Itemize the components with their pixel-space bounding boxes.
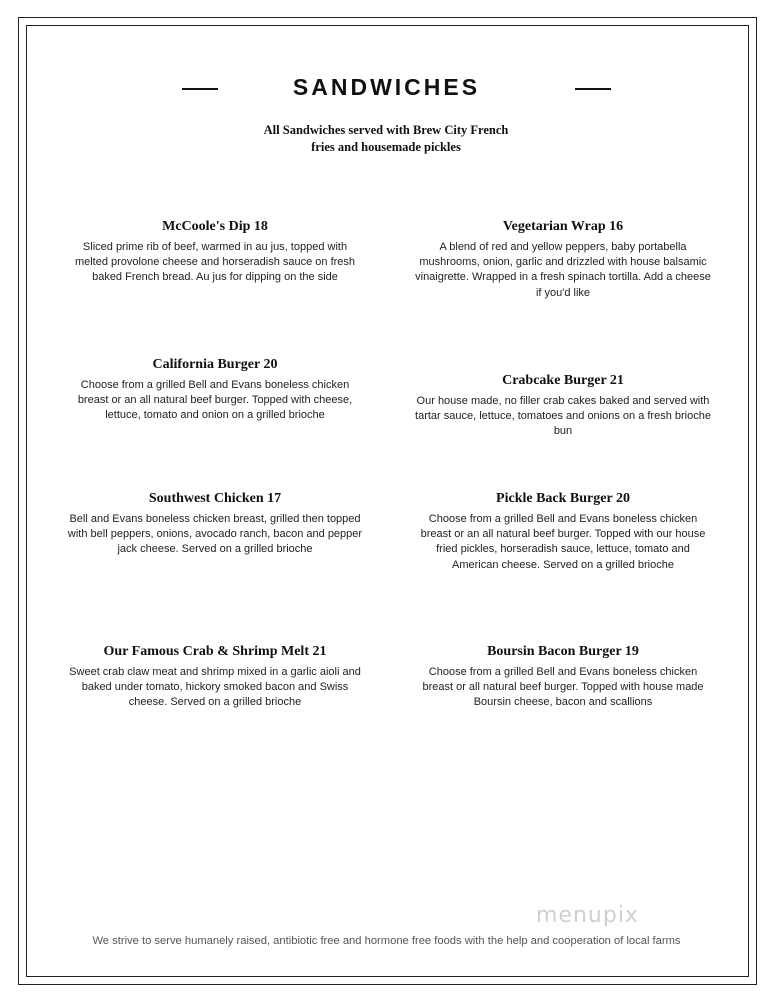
menu-item-description: A blend of red and yellow peppers, baby portabella mushrooms, onion, garlic and drizzled with house balsamic vinaigrette. Wrapped in a fresh spinach tortilla. Add a cheese if you'd like xyxy=(415,241,711,299)
page-title: SANDWICHES xyxy=(292,74,481,100)
menu-item-crab-shrimp-melt xyxy=(65,644,365,711)
menu-item-name: Pickle Back Burger 20 xyxy=(496,491,630,506)
menu-item-name: McCoole's Dip 18 xyxy=(162,219,268,234)
menu-item-description: Sweet crab claw meat and shrimp mixed in a garlic aioli and baked under tomato, hickory smoked bacon and Swiss cheese. Served on a grilled brioche xyxy=(69,666,361,709)
subtitle-line-1: All Sandwiches served with Brew City French xyxy=(263,123,509,137)
menu-item-description: Bell and Evans boneless chicken breast, grilled then topped with bell peppers, onions, avocado ranch, bacon and pepper jack cheese. Served on a grilled brioche xyxy=(67,513,363,556)
menu-item-name: Vegetarian Wrap 16 xyxy=(502,219,624,234)
menu-item-crabcake-burger xyxy=(413,373,713,440)
menu-item-description: Choose from a grilled Bell and Evans boneless chicken breast or an all natural beef burger. Topped with our house fried pickles, horseradish sauce, lettuce, tomato and American cheese. Served on a grilled brioche xyxy=(420,513,706,571)
menu-item-name: California Burger 20 xyxy=(152,357,278,372)
menu-item-name: Boursin Bacon Burger 19 xyxy=(487,644,639,659)
menupix-watermark: menupix xyxy=(536,903,639,928)
menu-item-mccooles-dip xyxy=(65,219,365,286)
menu-item-description: Choose from a grilled Bell and Evans boneless chicken breast or all natural beef burger. Topped with house made Boursin cheese, bacon and scallions xyxy=(422,666,704,709)
menu-item-pickle-back-burger xyxy=(413,491,713,573)
menu-item-california-burger xyxy=(65,357,365,424)
footer-note: We strive to serve humanely raised, antibiotic free and hormone free foods with the help and cooperation of local farms xyxy=(92,935,681,947)
menu-subtitle xyxy=(236,122,536,156)
menu-item-description: Sliced prime rib of beef, warmed in au jus, topped with melted provolone cheese and horseradish sauce on fresh baked French bread. Au jus for dipping on the side xyxy=(74,241,356,284)
menu-item-name: Our Famous Crab & Shrimp Melt 21 xyxy=(103,644,327,659)
menu-item-description: Choose from a grilled Bell and Evans boneless chicken breast or an all natural beef burger. Topped with cheese, lettuce, tomato and onion on a grilled brioche xyxy=(77,379,353,422)
menu-item-boursin-bacon-burger xyxy=(413,644,713,711)
menu-item-description: Our house made, no filler crab cakes baked and served with tartar sauce, lettuce, tomatoes and onions on a fresh brioche bun xyxy=(415,395,711,438)
subtitle-line-2: fries and housemade pickles xyxy=(311,140,461,154)
menu-item-name: Crabcake Burger 21 xyxy=(502,373,624,388)
menu-item-vegetarian-wrap xyxy=(413,219,713,301)
menu-item-southwest-chicken xyxy=(65,491,365,558)
menu-item-name: Southwest Chicken 17 xyxy=(148,491,282,506)
